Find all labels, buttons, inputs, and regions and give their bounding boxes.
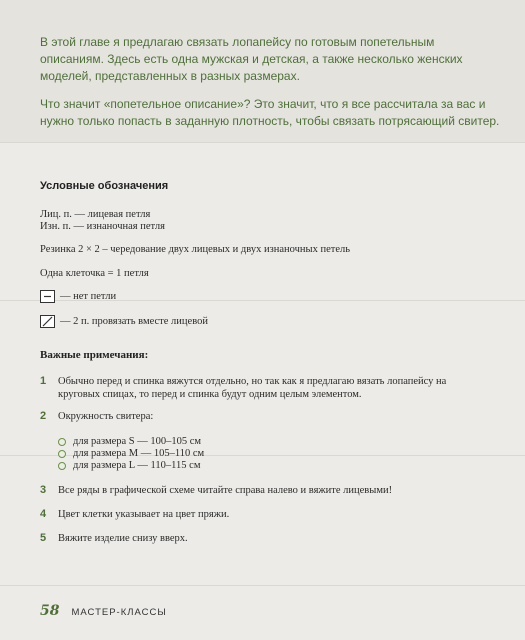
bullet-icon — [58, 462, 66, 470]
note-item — [40, 375, 490, 401]
rib-definition: Резинка 2 × 2 – чередование двух лицевых и двух изнаночных петель — [40, 244, 351, 255]
size-text: для размера S — 100–105 см — [73, 436, 202, 447]
bullet-icon — [58, 438, 66, 446]
size-text: для размера M — 105–110 см — [73, 448, 205, 459]
intro-paragraph: Что значит «попетельное описание»? Это значит, что я все рассчитала за вас и нужно только попасть в заданную плотность, чтобы связать потрясающий свитер. — [40, 97, 500, 128]
note-number: 5 — [40, 532, 47, 544]
note-number: 2 — [40, 410, 47, 422]
legend-label: — 2 п. провязать вместе лицевой — [60, 316, 208, 327]
notes-title: Важные примечания: — [40, 349, 149, 361]
page-footer — [40, 603, 167, 619]
note-number: 3 — [40, 484, 47, 496]
legend-title: Условные обозначения — [40, 180, 169, 192]
note-item — [40, 484, 490, 497]
no-stitch-symbol-icon — [40, 290, 55, 303]
intro-text — [40, 34, 500, 141]
legend-no-stitch — [40, 290, 116, 303]
intro-paragraph: В этой главе я предлагаю связать лопапейсу по готовым попетельным описаниям. Здесь есть одна мужская и детская, а также несколько женских моделей, представленных в разных размерах. — [40, 35, 463, 83]
note-item — [40, 410, 490, 423]
size-text: для размера L — 110–115 см — [73, 460, 201, 471]
legend-k2tog — [40, 315, 208, 328]
note-text: Вяжите изделие снизу вверх. — [58, 533, 188, 544]
size-item — [58, 448, 204, 459]
size-item — [58, 436, 201, 447]
note-text: Обычно перед и спинка вяжутся отдельно, но так как я предлагаю вязать лопапейсу на круговых спицах, то перед и спинка будут одним целым элементом. — [58, 376, 447, 400]
section-title: МАСТЕР-КЛАССЫ — [71, 607, 167, 618]
size-item — [58, 460, 200, 471]
board-seam — [0, 142, 525, 143]
note-item — [40, 532, 490, 545]
legend-line: Лиц. п. — лицевая петля — [40, 209, 151, 220]
page-number: 58 — [40, 603, 60, 619]
k2tog-symbol-icon — [40, 315, 55, 328]
note-number: 1 — [40, 375, 47, 387]
note-text: Все ряды в графической схеме читайте справа налево и вяжите лицевыми! — [58, 485, 393, 496]
note-item — [40, 508, 490, 521]
note-text: Окружность свитера: — [58, 411, 154, 422]
cell-definition: Одна клеточка = 1 петля — [40, 268, 149, 279]
note-number: 4 — [40, 508, 47, 520]
board-seam — [0, 585, 525, 586]
legend-label: — нет петли — [60, 291, 117, 302]
bullet-icon — [58, 450, 66, 458]
note-text: Цвет клетки указывает на цвет пряжи. — [58, 509, 230, 520]
legend-line: Изн. п. — изнаночная петля — [40, 221, 165, 232]
